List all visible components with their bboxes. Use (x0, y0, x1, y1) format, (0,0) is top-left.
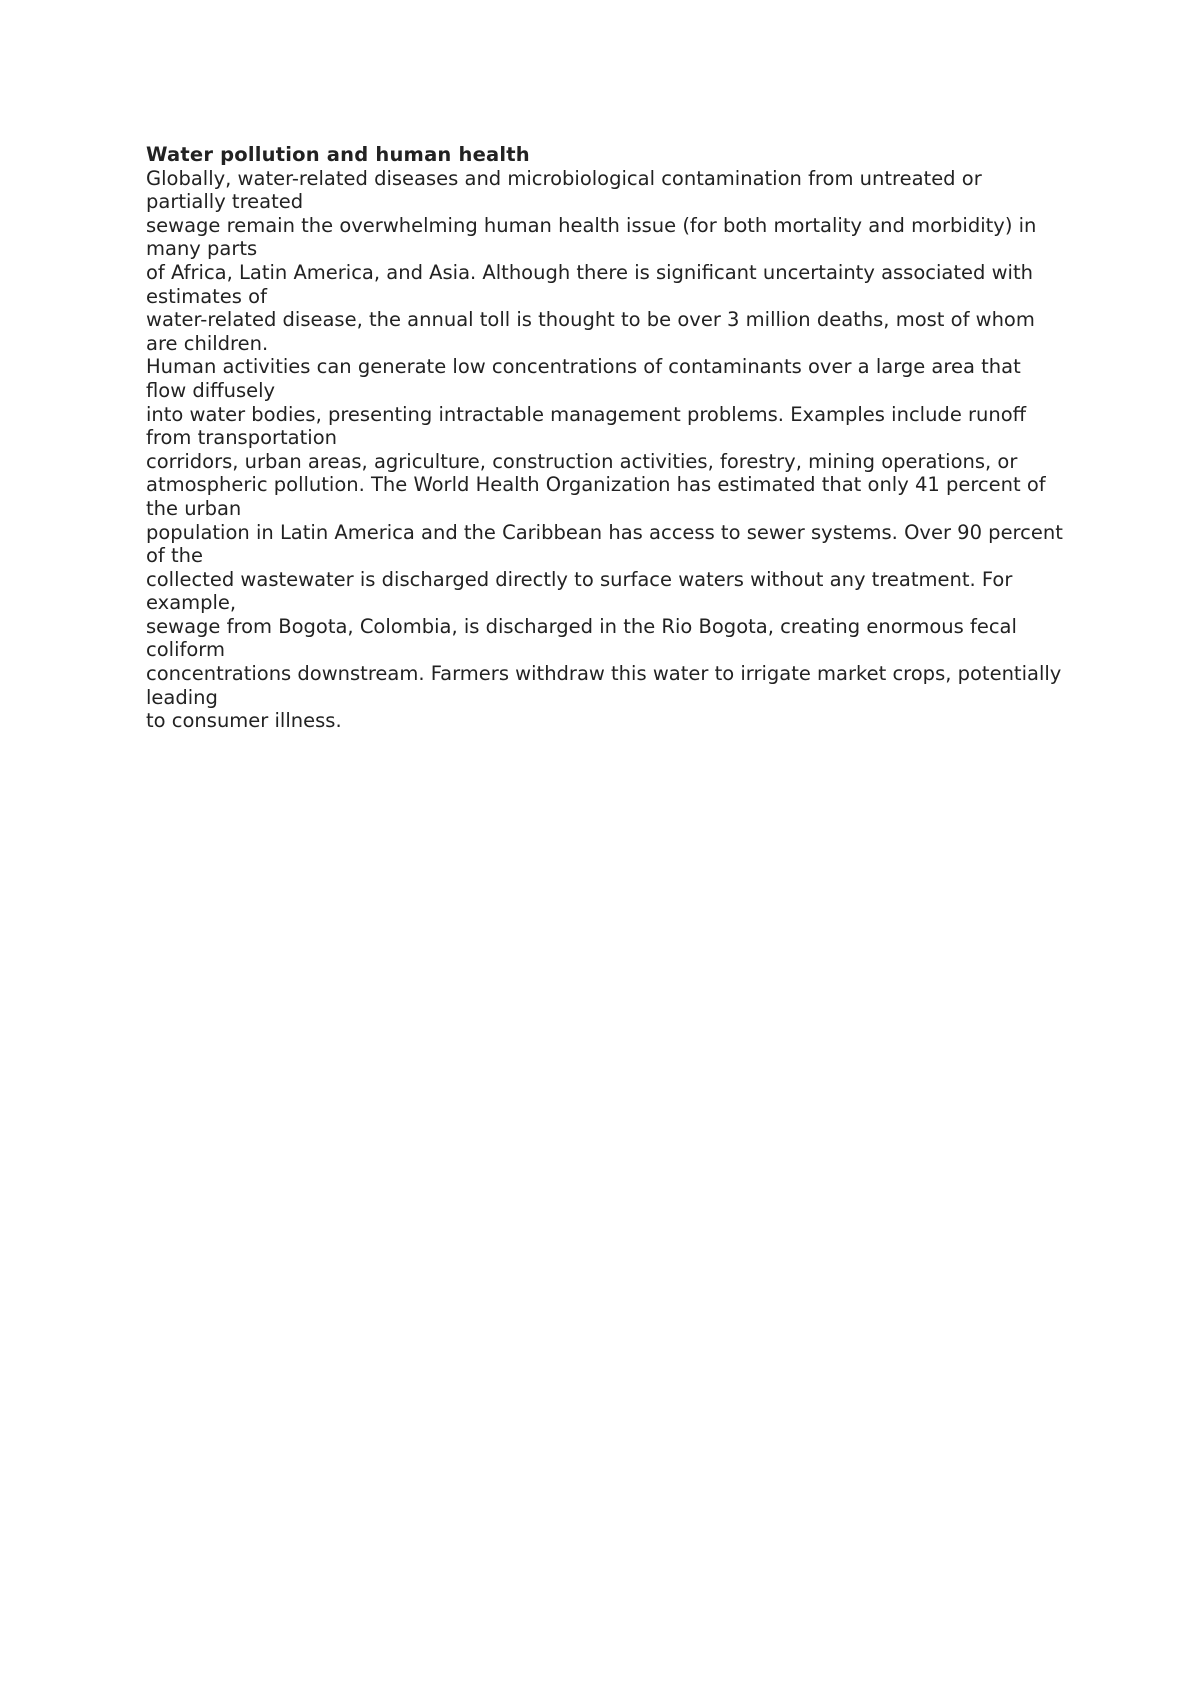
document-body (146, 143, 1066, 733)
paragraph-line: corridors, urban areas, agriculture, construction activities, forestry, mining operations, or (146, 449, 1018, 473)
paragraph-line: collected wastewater is discharged directly to surface waters without any treatment. For example, (146, 567, 1013, 615)
paragraph-line: sewage from Bogota, Colombia, is discharged in the Rio Bogota, creating enormous fecal coliform (146, 614, 1017, 662)
paragraph-line: Globally, water-related diseases and microbiological contamination from untreated or partially treated (146, 166, 982, 214)
paragraph-line: population in Latin America and the Caribbean has access to sewer systems. Over 90 percent of the (146, 520, 1063, 568)
paragraph-line: concentrations downstream. Farmers withdraw this water to irrigate market crops, potentially leading (146, 662, 1062, 709)
paragraph-line: sewage remain the overwhelming human health issue (for both mortality and morbidity) in many parts (146, 213, 1037, 261)
paragraph-line: water-related disease, the annual toll is thought to be over 3 million deaths, most of whom are children. (146, 308, 1035, 355)
paragraph-line: of Africa, Latin America, and Asia. Although there is significant uncertainty associated with estimates of (146, 260, 1033, 308)
paragraph-line: into water bodies, presenting intractable management problems. Examples include runoff from transportation (146, 402, 1027, 450)
paragraph-line: Human activities can generate low concentrations of contaminants over a large area that flow diffusely (146, 355, 1021, 402)
paragraph-line: to consumer illness. (146, 709, 342, 733)
paragraph-line: atmospheric pollution. The World Health Organization has estimated that only 41 percent of the urban (146, 473, 1046, 520)
document-title: Water pollution and human health (146, 143, 530, 166)
